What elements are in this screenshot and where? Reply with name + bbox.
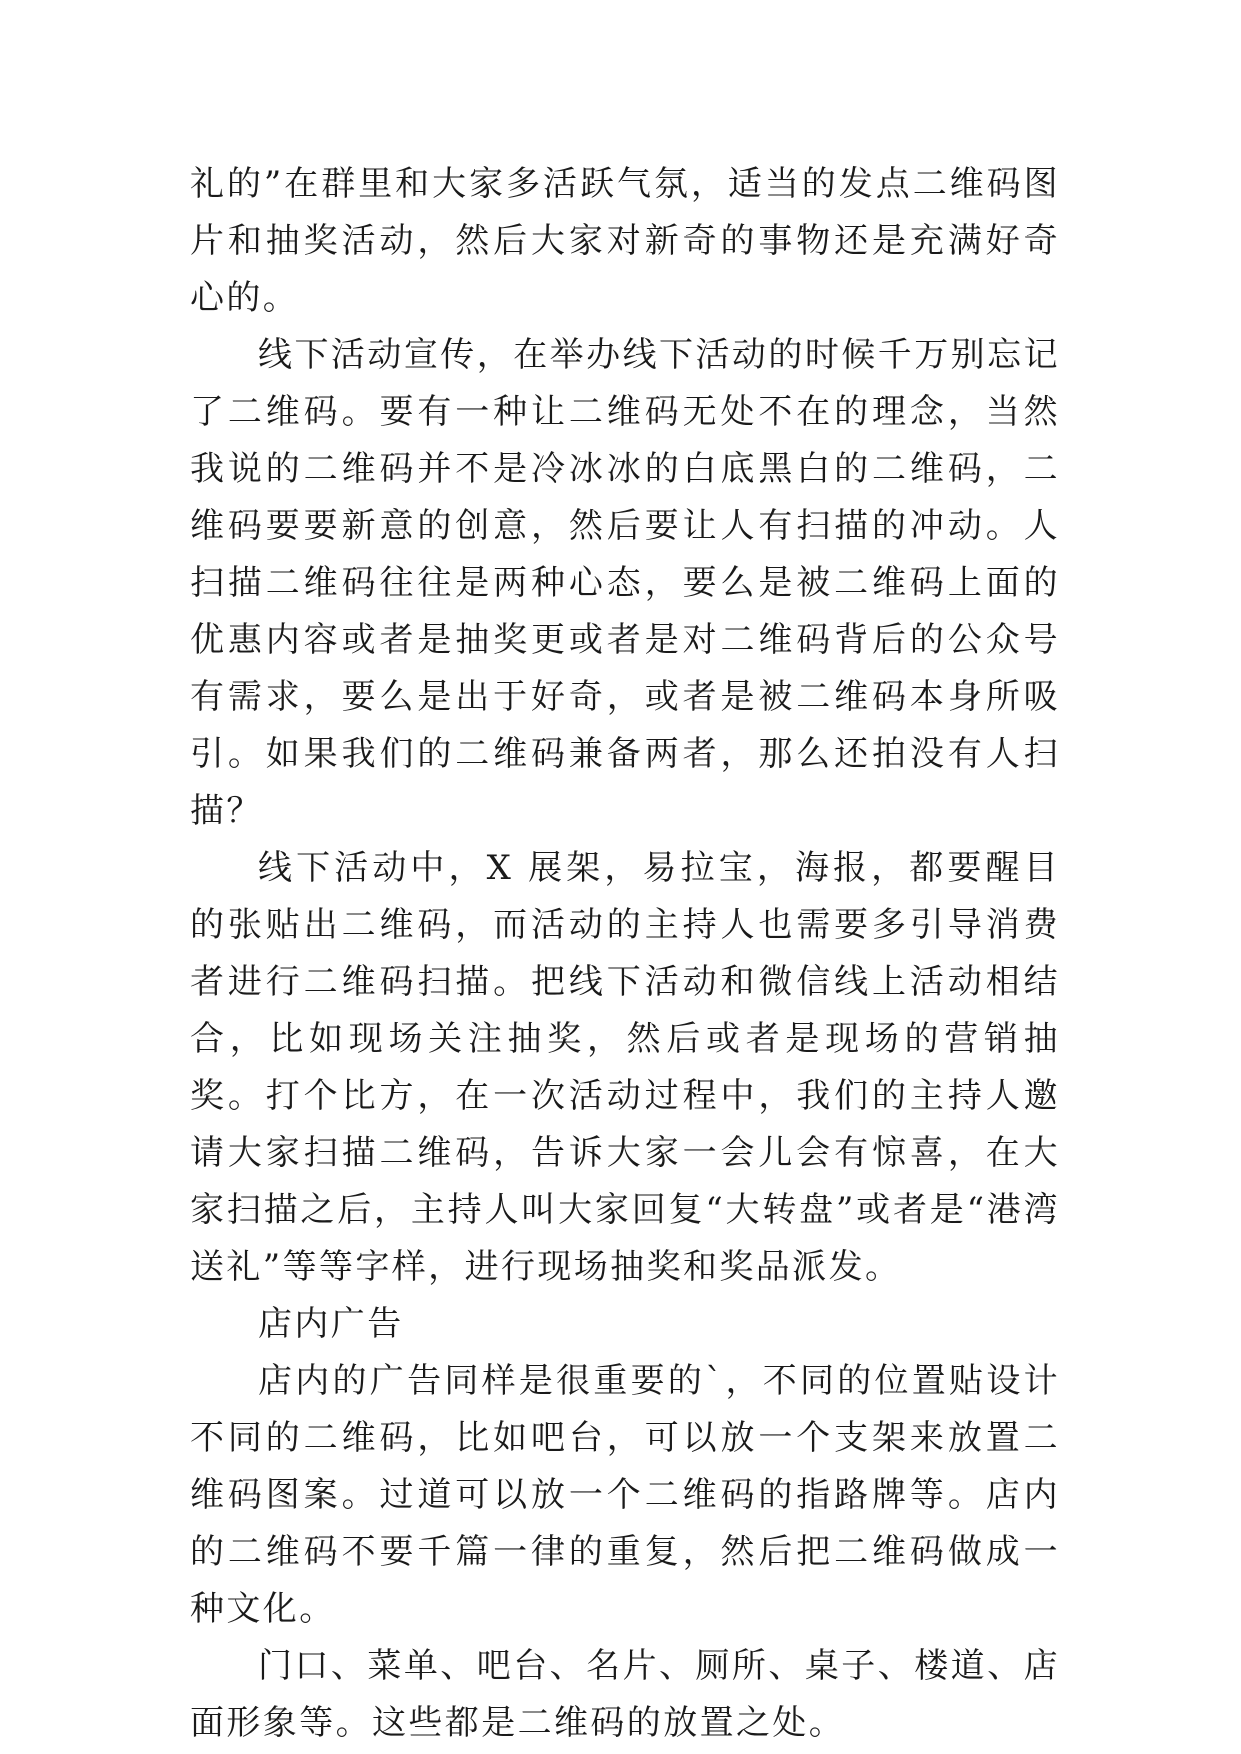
paragraph-3: 线下活动中，X 展架，易拉宝，海报，都要醒目的张贴出二维码，而活动的主持人也需要多引导消费者进行二维码扫描。把线下活动和微信线上活动相结合，比如现场关注抽奖，然后或者是现场的营销抽奖。打个比方，在一次活动过程中，我们的主持人邀请大家扫描二维码，告诉大家一会儿会有惊喜，在大家扫描之后，主持人叫大家回复“大转盘”或者是“港湾送礼”等等字样，进行现场抽奖和奖品派发。 [190,848,1060,1287]
section-heading: 店内广告 [258,1304,404,1344]
paragraph-1: 礼的”在群里和大家多活跃气氛，适当的发点二维码图片和抽奖活动，然后大家对新奇的事物还是充满好奇心的。 [190,164,1060,318]
document-body [190,156,1060,1752]
paragraph-2: 线下活动宣传，在举办线下活动的时候千万别忘记了二维码。要有一种让二维码无处不在的理念，当然我说的二维码并不是冷冰冰的白底黑白的二维码，二维码要要新意的创意，然后要让人有扫描的冲动。人扫描二维码往往是两种心态，要么是被二维码上面的优惠内容或者是抽奖更或者是对二维码背后的公众号有需求，要么是出于好奇，或者是被二维码本身所吸引。如果我们的二维码兼备两者，那么还拍没有人扫描？ [190,335,1060,831]
paragraph-5: 门口、菜单、吧台、名片、厕所、桌子、楼道、店面形象等。这些都是二维码的放置之处。 [190,1646,1060,1743]
paragraph-4: 店内的广告同样是很重要的`，不同的位置贴设计不同的二维码，比如吧台，可以放一个支架来放置二维码图案。过道可以放一个二维码的指路牌等。店内的二维码不要千篇一律的重复，然后把二维码做成一种文化。 [190,1361,1060,1629]
